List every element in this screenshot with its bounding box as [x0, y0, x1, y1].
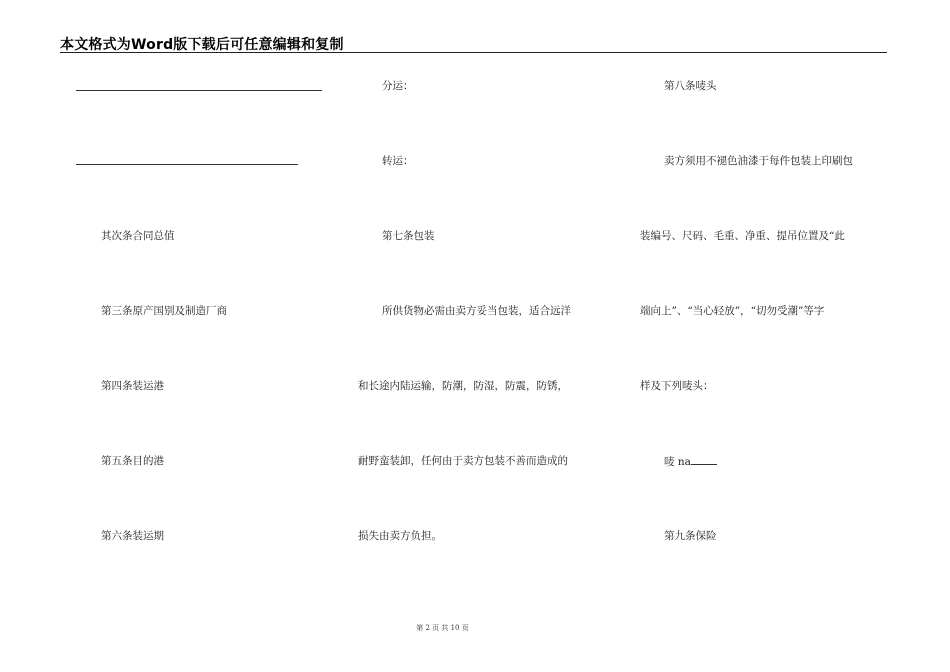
blank-fill-line [76, 90, 322, 91]
partial-shipment-label: 分运： [382, 80, 414, 92]
shipping-mark-label: 唛 na [664, 456, 691, 468]
marks-paragraph-line: 卖方须用不褪色油漆于每件包装上印刷包 [664, 155, 853, 167]
clause-loading-port: 第四条装运港 [101, 380, 164, 392]
packing-paragraph-line: 损失由卖方负担。 [358, 530, 442, 542]
clause-origin: 第三条原产国别及制造厂商 [101, 305, 227, 317]
clause-total-value: 其次条合同总值 [101, 230, 175, 242]
clause-shipping-marks-title: 第八条唛头 [664, 80, 717, 92]
header-divider [60, 52, 887, 53]
transshipment-label: 转运： [382, 155, 414, 167]
marks-paragraph-line: 样及下列唛头： [640, 380, 714, 392]
clause-insurance-title: 第九条保险 [664, 530, 717, 542]
clause-shipment-period: 第六条装运期 [101, 530, 164, 542]
shipping-mark-row [664, 454, 717, 469]
clause-packing-title: 第七条包装 [382, 230, 435, 242]
shipping-mark-blank [691, 454, 717, 465]
clause-destination-port: 第五条目的港 [101, 455, 164, 467]
document-header-title: 本文格式为Word版下载后可任意编辑和复制 [60, 37, 344, 53]
marks-paragraph-line: 端向上”、“当心轻放”，“切勿受潮”等字 [640, 305, 825, 317]
page-number-footer: 第 2 页 共 10 页 [416, 624, 469, 632]
packing-paragraph-line: 所供货物必需由卖方妥当包装，适合远洋 [382, 305, 571, 317]
packing-paragraph-line: 耐野蛮装卸，任何由于卖方包装不善而造成的 [358, 455, 568, 467]
packing-paragraph-line: 和长途内陆运输，防潮，防湿，防震，防锈， [358, 380, 568, 392]
marks-paragraph-line: 装编号、尺码、毛重、净重、提吊位置及“此 [640, 230, 845, 242]
blank-fill-line [76, 164, 298, 165]
